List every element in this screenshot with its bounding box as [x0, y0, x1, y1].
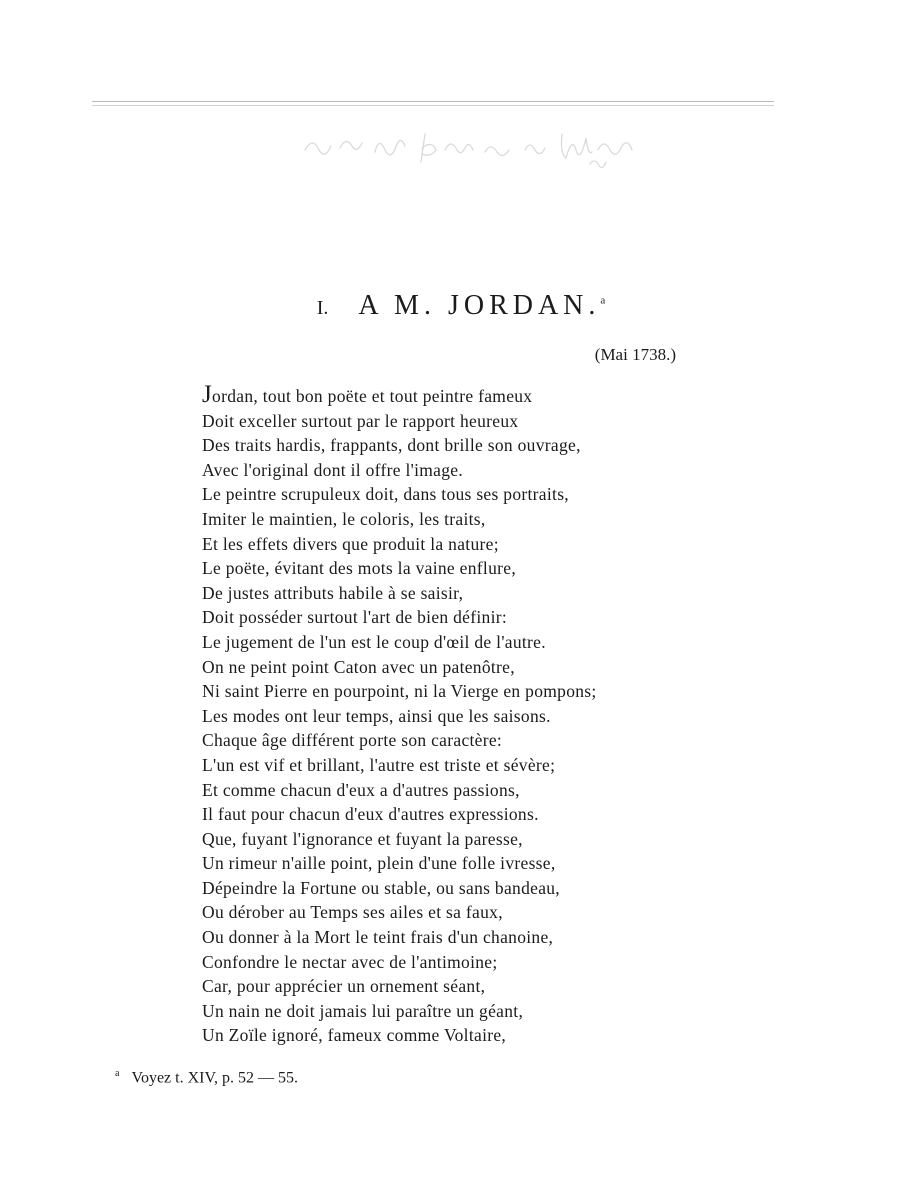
poem-line: Chaque âge différent porte son caractère: — [202, 730, 503, 751]
poem-line: De justes attributs habile à se saisir, — [202, 582, 464, 603]
poem-line: Le jugement de l'un est le coup d'œil de l'autre. — [202, 631, 546, 652]
poem-line: Confondre le nectar avec de l'antimoine; — [202, 951, 498, 972]
footnote-text: Voyez t. XIV, p. 52 — 55. — [131, 1069, 298, 1087]
poem-line: On ne peint point Caton avec un patenôtre, — [202, 656, 515, 677]
poem-line: Ou dérober au Temps ses ailes et sa faux, — [202, 902, 503, 923]
poem-line: Car, pour apprécier un ornement séant, — [202, 976, 486, 997]
poem-line: Imiter le maintien, le coloris, les traits, — [202, 508, 486, 529]
poem-body — [202, 383, 762, 1048]
poem-date: (Mai 1738.) — [594, 345, 676, 364]
top-rule — [92, 101, 774, 102]
footnote — [115, 1068, 298, 1087]
poem-line: L'un est vif et brillant, l'autre est triste et sévère; — [202, 754, 556, 775]
poem-line — [202, 383, 762, 409]
poem-title — [0, 290, 900, 322]
poem-line: Doit posséder surtout l'art de bien définir: — [202, 607, 508, 628]
poem-line: Doit exceller surtout par le rapport heureux — [202, 410, 519, 431]
poem-line: Des traits hardis, frappants, dont brille son ouvrage, — [202, 435, 581, 456]
poem-line: Ni saint Pierre en pourpoint, ni la Vierge en pompons; — [202, 681, 597, 702]
top-rule-secondary — [92, 105, 774, 106]
poem-number: I. — [316, 297, 329, 319]
poem-line: Ou donner à la Mort le teint frais d'un chanoine, — [202, 927, 554, 948]
first-line-text: ordan, tout bon poëte et tout peintre fameux — [212, 386, 533, 406]
poem-line: Avec l'original dont il offre l'image. — [202, 459, 464, 480]
poem-line: Dépeindre la Fortune ou stable, ou sans bandeau, — [202, 877, 560, 898]
first-letter: J — [202, 381, 213, 408]
poem-line: Les modes ont leur temps, ainsi que les saisons. — [202, 705, 551, 726]
poem-line: Et comme chacun d'eux a d'autres passions, — [202, 779, 520, 800]
footnote-marker: a — [115, 1068, 120, 1079]
poem-line: Le peintre scrupuleux doit, dans tous ses portraits, — [202, 484, 569, 505]
poem-line: Un rimeur n'aille point, plein d'une folle ivresse, — [202, 853, 556, 874]
poem-line: Un nain ne doit jamais lui paraître un géant, — [202, 1000, 524, 1021]
poem-line: Un Zoïle ignoré, fameux comme Voltaire, — [202, 1025, 507, 1046]
poem-title-text: A M. JORDAN. — [358, 290, 601, 321]
poem-line: Le poëte, évitant des mots la vaine enflure, — [202, 558, 516, 579]
poem-line: Que, fuyant l'ignorance et fuyant la paresse, — [202, 828, 523, 849]
handwritten-annotation — [300, 120, 670, 180]
poem-line: Et les effets divers que produit la nature; — [202, 533, 499, 554]
poem-line: Il faut pour chacun d'eux d'autres expressions. — [202, 804, 539, 825]
title-footnote-marker: a — [600, 294, 606, 307]
